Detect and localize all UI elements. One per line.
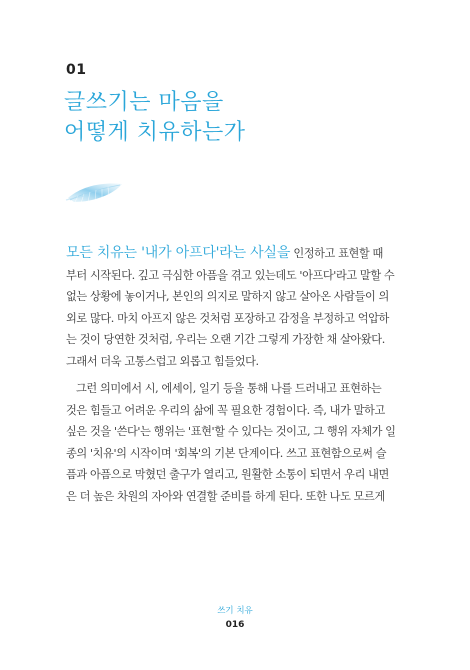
paragraph-line: 종의 '치유'의 시작이며 '회복'의 기본 단계이다. 쓰고 표현함으로써 슬	[66, 446, 387, 460]
feather-icon	[64, 172, 134, 212]
paragraph-line: 그래서 더욱 고통스럽고 외롭고 힘들었다.	[66, 354, 259, 368]
paragraph-line: 싶은 것을 '쓴다'는 행위는 '표현'할 수 있다는 것이고, 그 행위 자체가 일	[66, 425, 396, 438]
page-number: 016	[225, 620, 245, 630]
paragraph-2	[66, 378, 406, 507]
paragraph-line: 는 것이 당연한 것처럼, 우리는 오랜 기간 그렇게 가장한 채 살아왔다.	[66, 333, 385, 346]
paragraph-line: 외로 많다. 마치 아프지 않은 것처럼 포장하고 감정을 부정하고 억압하	[66, 311, 389, 325]
chapter-title	[64, 88, 246, 148]
paragraph-line: 그런 의미에서 시, 에세이, 일기 등을 통해 나를 드러내고 표현하는	[76, 382, 382, 395]
paragraph-line: 픔과 아픔으로 막혔던 출구가 열리고, 원활한 소통이 되면서 우리 내면	[66, 468, 389, 481]
paragraph-line: 은 더 높은 차원의 자아와 연결할 준비를 하게 된다. 또한 나도 모르게	[66, 489, 385, 503]
body-text	[66, 243, 406, 513]
paragraph-line	[66, 243, 406, 265]
paragraph-1	[66, 243, 406, 372]
paragraph-line: 없는 상황에 놓이거나, 본인의 의지로 말하지 않고 살아온 사람들이 의	[66, 290, 389, 303]
chapter-title-line-2: 어떻게 치유하는가	[64, 120, 246, 145]
chapter-title-line-1: 글쓰기는 마음을	[64, 90, 224, 115]
paragraph-line: 것은 힘들고 어려운 우리의 삶에 꼭 필요한 경험이다. 즉, 내가 말하고	[66, 403, 385, 417]
lead-rest: 인정하고 표현할 때	[290, 247, 383, 260]
running-footer-title: 쓰기 치유	[217, 606, 253, 616]
lead-highlight: 모든 치유는 '내가 아프다'라는 사실을	[66, 245, 291, 261]
chapter-number: 01	[66, 62, 87, 78]
paragraph-line: 부터 시작된다. 깊고 극심한 아픔을 겪고 있는데도 '아프다'라고 말할 수	[66, 268, 395, 282]
